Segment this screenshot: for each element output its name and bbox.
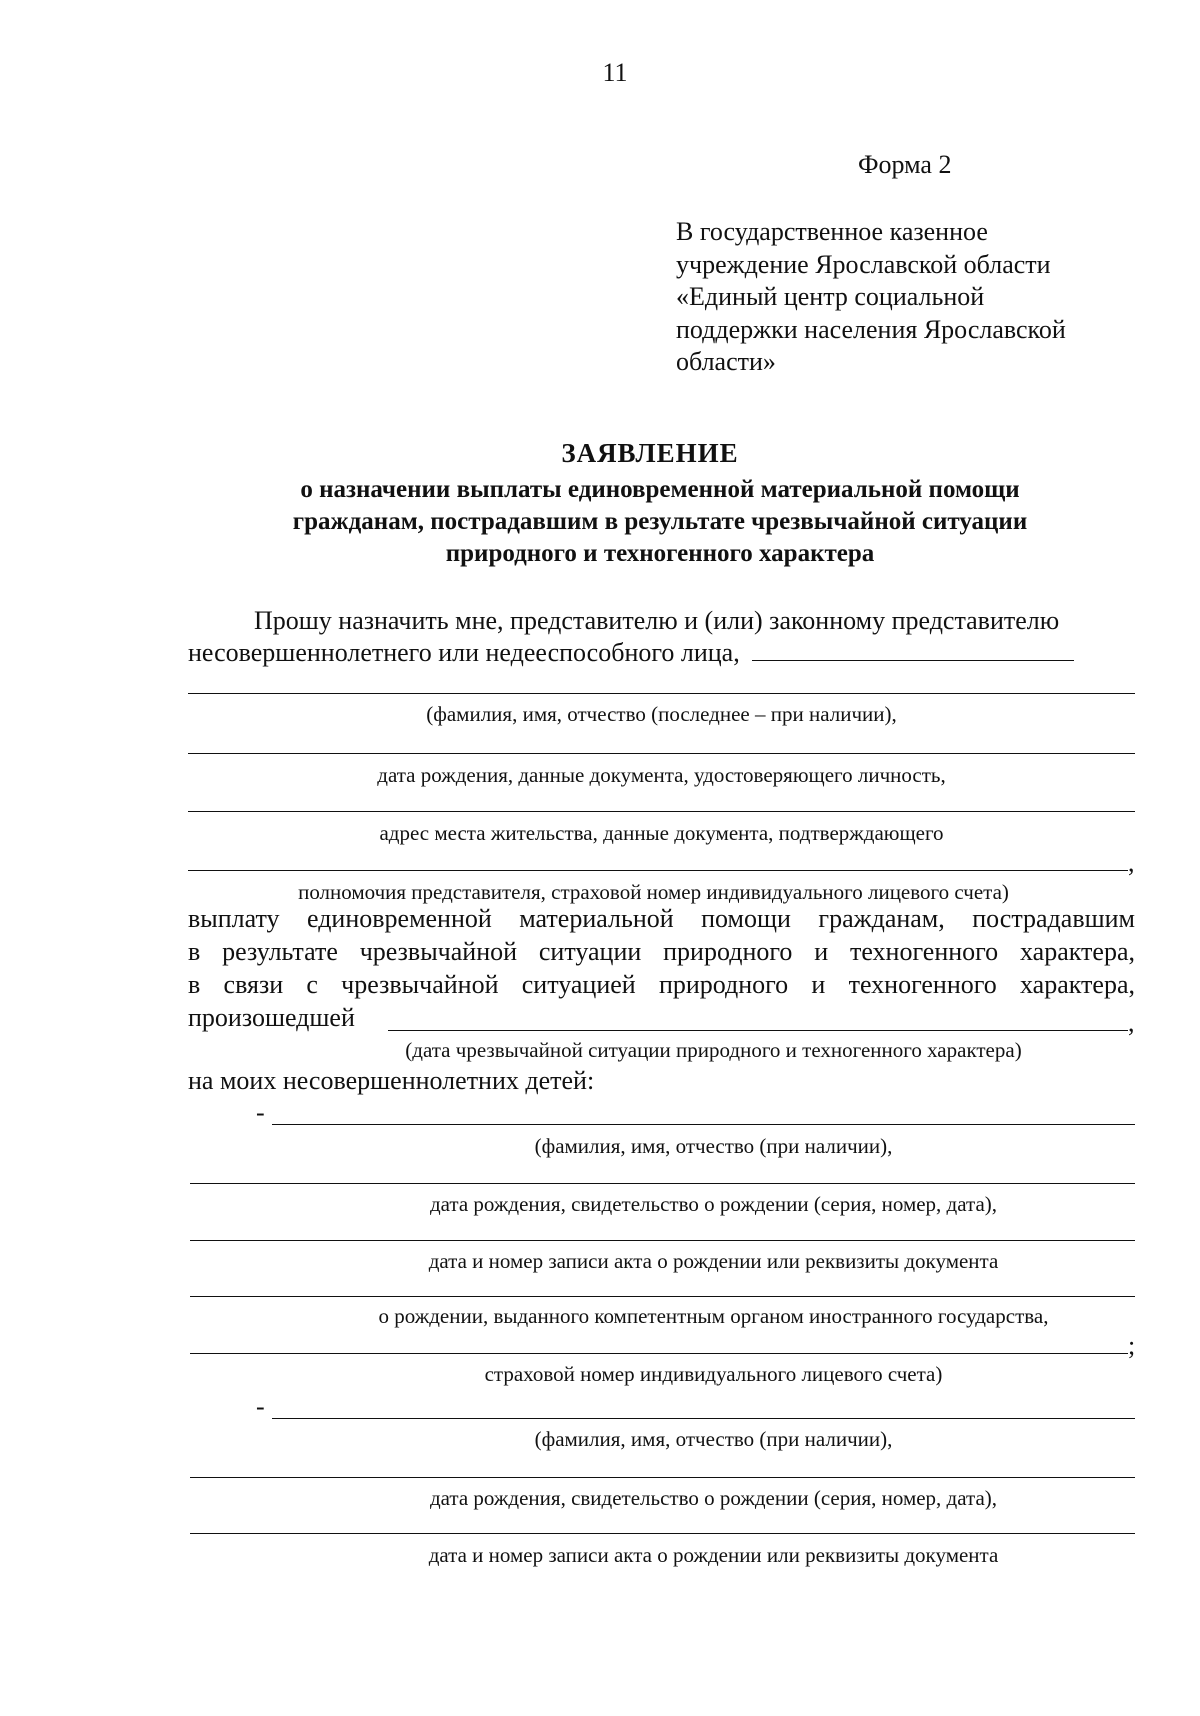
child-1-act-field[interactable] [190,1240,1135,1241]
request-line-1: Прошу назначить мне, представителю и (или) законному представителю [254,606,1060,635]
payment-line-1: выплату единовременной материальной помощи гражданам, пострадавшим [188,904,1135,933]
applicant-name-field[interactable] [752,638,1074,661]
subtitle-line: гражданам, пострадавшим в результате чрезвычайной ситуации [292,508,1028,535]
emergency-date-field[interactable] [388,1030,1128,1031]
payment-line-2: в результате чрезвычайной ситуации природного и техногенного характера, [188,937,1135,966]
form-label: Форма 2 [858,150,952,179]
applicant-address-field[interactable] [188,811,1135,812]
caption-child-snils: страховой номер индивидуального лицевого счета) [484,1362,943,1386]
child-1-snils-field[interactable] [190,1353,1128,1354]
children-label: на моих несовершеннолетних детей: [188,1066,595,1095]
document-title: ЗАЯВЛЕНИЕ [561,438,739,468]
document-subtitle [120,474,1200,570]
request-line-2-text: несовершеннолетнего или недееспособного лица, [188,638,740,667]
page-number: 11 [602,58,628,87]
caption-applicant-authority: полномочия представителя, страховой номер индивидуального лицевого счета) [298,880,1009,904]
comma: , [1128,1008,1135,1037]
subtitle-line: природного и техногенного характера [445,540,875,567]
child-1-birth-field[interactable] [190,1183,1135,1184]
child-1-foreign-field[interactable] [190,1296,1135,1297]
applicant-birth-field[interactable] [188,753,1135,754]
recipient-line: учреждение Ярославской области [676,249,1051,279]
recipient-line: области» [676,347,776,376]
recipient-line: В государственное казенное [676,217,988,246]
caption-child-birth: дата рождения, свидетельство о рождении (серия, номер, дата), [429,1192,998,1216]
caption-child-fio: (фамилия, имя, отчество (при наличии), [534,1134,893,1158]
payment-line-3: в связи с чрезвычайной ситуацией природного и техногенного характера, [188,970,1135,999]
occurred-label: произошедшей [188,1003,355,1032]
caption-child-act: дата и номер записи акта о рождении или реквизиты документа [428,1249,999,1273]
caption-emergency-date: (дата чрезвычайной ситуации природного и техногенного характера) [405,1038,1022,1062]
list-dash: - [256,1098,265,1127]
child-1-fio-field[interactable] [272,1124,1135,1125]
child-2-act-field[interactable] [190,1533,1135,1534]
applicant-fio-field[interactable] [188,693,1135,694]
caption-child-act: дата и номер записи акта о рождении или реквизиты документа [428,1543,999,1567]
caption-child-birth: дата рождения, свидетельство о рождении (серия, номер, дата), [429,1486,998,1510]
caption-applicant-fio: (фамилия, имя, отчество (последнее – при наличии), [426,702,897,726]
recipient-block [676,216,1066,379]
caption-applicant-address: адрес места жительства, данные документа, подтверждающего [379,821,944,845]
comma: , [1128,848,1135,877]
request-line-2 [188,638,1074,668]
child-2-birth-field[interactable] [190,1477,1135,1478]
caption-applicant-birth: дата рождения, данные документа, удостоверяющего личность, [377,763,946,787]
recipient-line: «Единый центр социальной [676,282,985,311]
applicant-authority-field[interactable] [188,870,1128,871]
recipient-line: поддержки населения Ярославской [676,314,1066,344]
list-dash: - [256,1392,265,1421]
semicolon: ; [1128,1331,1136,1360]
subtitle-line: о назначении выплаты единовременной материальной помощи [300,476,1020,503]
caption-child-fio: (фамилия, имя, отчество (при наличии), [534,1427,893,1451]
child-2-fio-field[interactable] [272,1418,1135,1419]
caption-child-foreign: о рождении, выданного компетентным органом иностранного государства, [378,1304,1049,1328]
